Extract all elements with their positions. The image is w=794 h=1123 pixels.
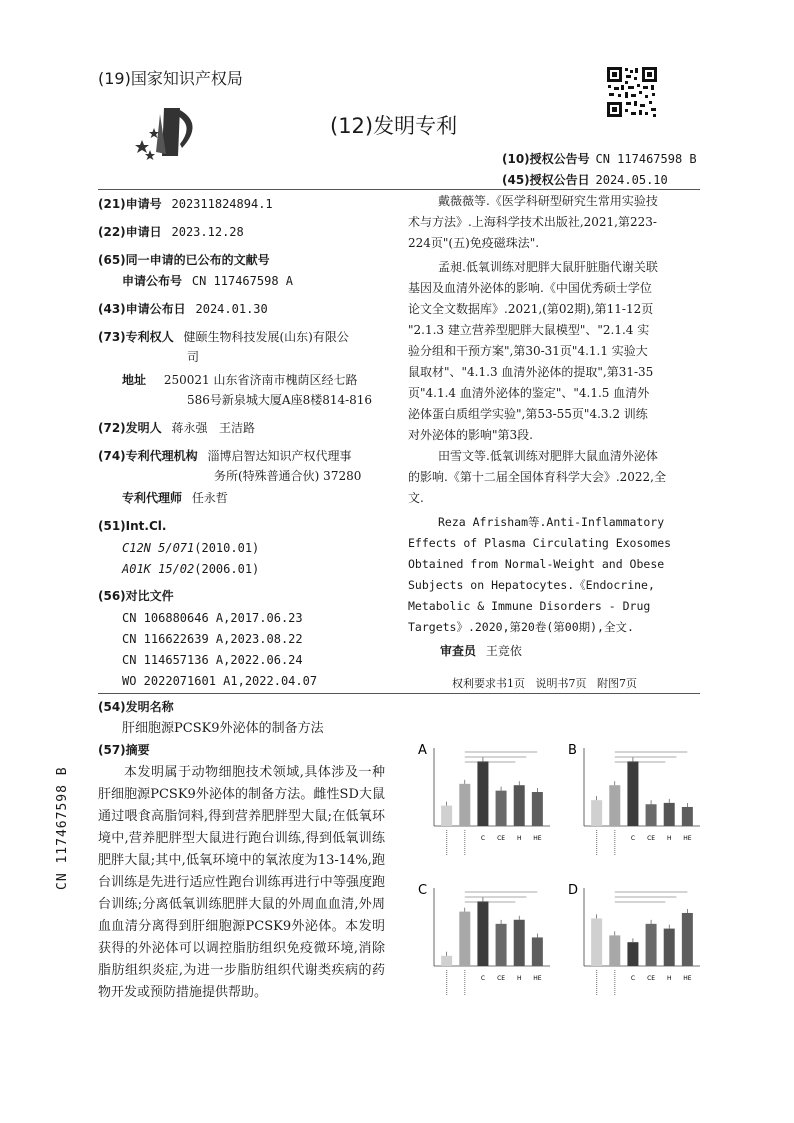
intcl-code-2: A01K 15/02 xyxy=(122,562,195,576)
examiner-value: 王竞依 xyxy=(485,644,522,658)
agent-label: 专利代理师 xyxy=(122,491,183,505)
x-tick-label: CE xyxy=(497,835,506,842)
agent-value: 任永哲 xyxy=(191,491,228,505)
citation-line: Metabolic & Immune Disorders - Drug xyxy=(408,599,651,613)
owner-label: (73)专利权人 xyxy=(98,330,174,344)
bar xyxy=(532,937,543,966)
bar xyxy=(591,800,602,826)
invention-title: 肝细胞源PCSK9外泌体的制备方法 xyxy=(122,721,324,736)
owner-row xyxy=(98,329,349,346)
bar xyxy=(664,803,675,826)
grant-pub-date-value: 2024.05.10 xyxy=(595,173,668,187)
bar xyxy=(459,784,470,826)
bar xyxy=(682,807,693,826)
address-row xyxy=(122,372,357,389)
citation-line: 戴薇薇等.《医学科研型研究生常用实验技 xyxy=(438,194,658,208)
x-tick-label: HE xyxy=(683,975,692,982)
citation-line: 基因及血清外泌体的影响.《中国优秀硕士学位 xyxy=(408,281,652,295)
citation-line: Obtained from Normal-Weight and Obese xyxy=(408,557,665,571)
citation-2 xyxy=(408,257,708,446)
citation-line: 孟昶.低氧训练对肥胖大鼠肝脏脂代谢关联 xyxy=(438,260,658,274)
bar xyxy=(441,806,452,826)
x-tick-label: C xyxy=(630,975,636,982)
citation-line: 泌体蛋白质组学实验",第53-55页"4.3.2 训练 xyxy=(408,407,648,421)
bar xyxy=(609,785,620,826)
x-tick-label: CE xyxy=(497,975,506,982)
x-tick-label: H xyxy=(666,835,672,842)
agent-row xyxy=(122,490,228,507)
side-pub-no: CN 117467598 B xyxy=(55,766,70,890)
app-no-value: 202311824894.1 xyxy=(171,197,273,211)
prior-pub-label: (65)同一申请的已公布的文献号 xyxy=(98,253,270,267)
citation-line: Reza Afrisham等.Anti-Inflammatory xyxy=(438,515,665,529)
inventors-row xyxy=(98,420,255,437)
app-no-label: (21)申请号 xyxy=(98,197,162,211)
section-rule xyxy=(98,693,700,694)
citation-line: 论文全文数据库》.2021,(第02期),第11-12页 xyxy=(408,302,654,316)
grant-pub-date-label: (45)授权公告日 xyxy=(502,173,590,187)
cnipa-logo xyxy=(134,104,202,166)
citation-line: Subjects on Hepatocytes.《Endocrine, xyxy=(408,578,655,592)
app-no-row xyxy=(98,196,273,213)
abstract-text: 本发明属于动物细胞技术领域,具体涉及一种肝细胞源PCSK9外泌体的制备方法。雌性SD大鼠通过喂食高脂饲料,得到营养肥胖型大鼠;在低氧环境中,营养肥胖型大鼠进行跑台训练,得到低氧训练肥胖大鼠;其中,低氧环境中的氧浓度为13-14%,跑台训练是先进行适应性跑台训练再进行中等强度跑台训练;分离低氧训练肥胖大鼠的外周血血清,外周血血清分离得到肝细胞源PCSK9外泌体。本发明获得的外泌体可以调控脂肪组织免疫微环境,消除脂肪组织炎症,为进一步脂肪组织代谢类疾病的药物开发或预防措施提供帮助。 xyxy=(98,765,385,1000)
bar xyxy=(646,924,657,966)
x-tick-label: CE xyxy=(647,835,656,842)
grant-pub-no-value: CN 117467598 B xyxy=(595,152,697,166)
citation-line: 术与方法》.上海科学技术出版社,2021,第223- xyxy=(408,215,657,229)
panel-letter: D xyxy=(568,883,579,898)
page-counts: 权利要求书1页 说明书7页 附图7页 xyxy=(452,677,637,690)
inventors-value: 蒋永强 王洁路 xyxy=(171,421,255,435)
examiner-label: 审查员 xyxy=(440,644,477,658)
bar xyxy=(627,761,638,826)
header-rule xyxy=(98,189,700,190)
examiner-row xyxy=(440,643,522,660)
abstract-figure xyxy=(412,738,712,1014)
pub-date-label: (43)申请公布日 xyxy=(98,302,186,316)
doc-type: (12)发明专利 xyxy=(330,114,458,138)
panel-letter: C xyxy=(418,883,428,898)
panel-letter: A xyxy=(418,743,427,758)
citation-line: Effects of Plasma Circulating Exosomes xyxy=(408,536,672,550)
grant-pub-no-label: (10)授权公告号 xyxy=(502,152,590,166)
citation-line: 验分组和干预方案",第30-31页"4.1.1 实验大 xyxy=(408,344,648,358)
bar xyxy=(496,924,507,966)
intcl-label: (51)Int.Cl. xyxy=(98,519,167,533)
agency-label: (74)专利代理机构 xyxy=(98,449,198,463)
refs-label: (56)对比文件 xyxy=(98,589,174,603)
x-tick-label: CE xyxy=(647,975,656,982)
panel-letter: B xyxy=(568,743,577,758)
x-tick-label: HE xyxy=(533,835,542,842)
bar xyxy=(591,918,602,966)
intcl-year-2: (2006.01) xyxy=(194,562,260,576)
bar xyxy=(477,901,488,966)
intcl-class-1 xyxy=(122,540,259,557)
grant-pub-date xyxy=(502,171,668,188)
bar xyxy=(514,920,525,966)
citation-line: Targets》.2020,第20卷(第00期),全文. xyxy=(408,620,634,634)
citation-1 xyxy=(408,191,708,254)
ref-item: CN 106880646 A,2017.06.23 xyxy=(122,611,303,625)
x-tick-label: HE xyxy=(683,835,692,842)
bar xyxy=(459,912,470,966)
x-tick-label: H xyxy=(516,835,522,842)
app-date-value: 2023.12.28 xyxy=(171,225,244,239)
pub-date-value: 2024.01.30 xyxy=(195,302,268,316)
pub-no-label: 申请公布号 xyxy=(122,274,183,288)
owner-value-1: 健颐生物科技发展(山东)有限公 xyxy=(183,330,349,344)
app-date-row xyxy=(98,224,244,241)
x-tick-label: H xyxy=(516,975,522,982)
citation-3 xyxy=(408,446,708,509)
citation-line: "2.1.3 建立营养型肥胖大鼠模型"、"2.1.4 实 xyxy=(408,323,650,337)
agency-row xyxy=(98,448,352,465)
intcl-code-1: C12N 5/071 xyxy=(122,541,195,555)
bar xyxy=(682,913,693,966)
citation-line: 文. xyxy=(408,491,424,505)
bar xyxy=(646,804,657,826)
pub-date-row xyxy=(98,301,268,318)
bar xyxy=(496,791,507,826)
x-tick-label: H xyxy=(666,975,672,982)
bar xyxy=(441,956,452,966)
x-tick-label: C xyxy=(630,835,636,842)
ref-item: WO 2022071601 A1,2022.04.07 xyxy=(122,674,318,688)
bar xyxy=(609,935,620,966)
qr-code xyxy=(606,66,658,118)
address-label: 地址 xyxy=(122,373,147,387)
bar xyxy=(514,785,525,826)
owner-value-2: 司 xyxy=(187,350,200,364)
citation-line: 页"4.1.4 血清外泌体的鉴定"、"4.1.5 血清外 xyxy=(408,386,650,400)
title-label: (54)发明名称 xyxy=(98,700,174,714)
citation-line: 224页"(五)免疫磁珠法". xyxy=(408,236,540,250)
bar xyxy=(532,792,543,826)
agency-value-2: 务所(特殊普通合伙) 37280 xyxy=(214,469,362,483)
office-name: (19)国家知识产权局 xyxy=(98,69,243,88)
citation-line: 对外泌体的影响"第3段. xyxy=(408,428,533,442)
pub-no-value: CN 117467598 A xyxy=(191,274,293,288)
inventors-label: (72)发明人 xyxy=(98,421,162,435)
ref-item: CN 116622639 A,2023.08.22 xyxy=(122,632,303,646)
pub-no-row xyxy=(122,273,293,290)
citation-4 xyxy=(408,512,708,638)
ref-item: CN 114657136 A,2022.06.24 xyxy=(122,653,303,667)
app-date-label: (22)申请日 xyxy=(98,225,162,239)
x-tick-label: C xyxy=(480,975,486,982)
x-tick-label: C xyxy=(480,835,486,842)
agency-value-1: 淄博启智达知识产权代理事 xyxy=(207,449,352,463)
citation-line: 鼠取材"、"4.1.3 血清外泌体的提取",第31-35 xyxy=(408,365,654,379)
intcl-year-1: (2010.01) xyxy=(194,541,260,555)
grant-pub-no xyxy=(502,150,697,167)
citation-line: 的影响.《第十二届全国体育科学大会》.2022,全 xyxy=(408,470,666,484)
bar xyxy=(664,929,675,966)
citation-line: 田雪文等.低氧训练对肥胖大鼠血清外泌体 xyxy=(438,449,658,463)
address-value-2: 586号新泉城大厦A座8楼814-816 xyxy=(187,393,373,407)
abstract-label: (57)摘要 xyxy=(98,743,150,757)
intcl-class-2 xyxy=(122,561,259,578)
bar xyxy=(477,761,488,826)
x-tick-label: HE xyxy=(533,975,542,982)
address-value-1: 250021 山东省济南市槐荫区经七路 xyxy=(163,373,358,387)
bar xyxy=(627,942,638,966)
